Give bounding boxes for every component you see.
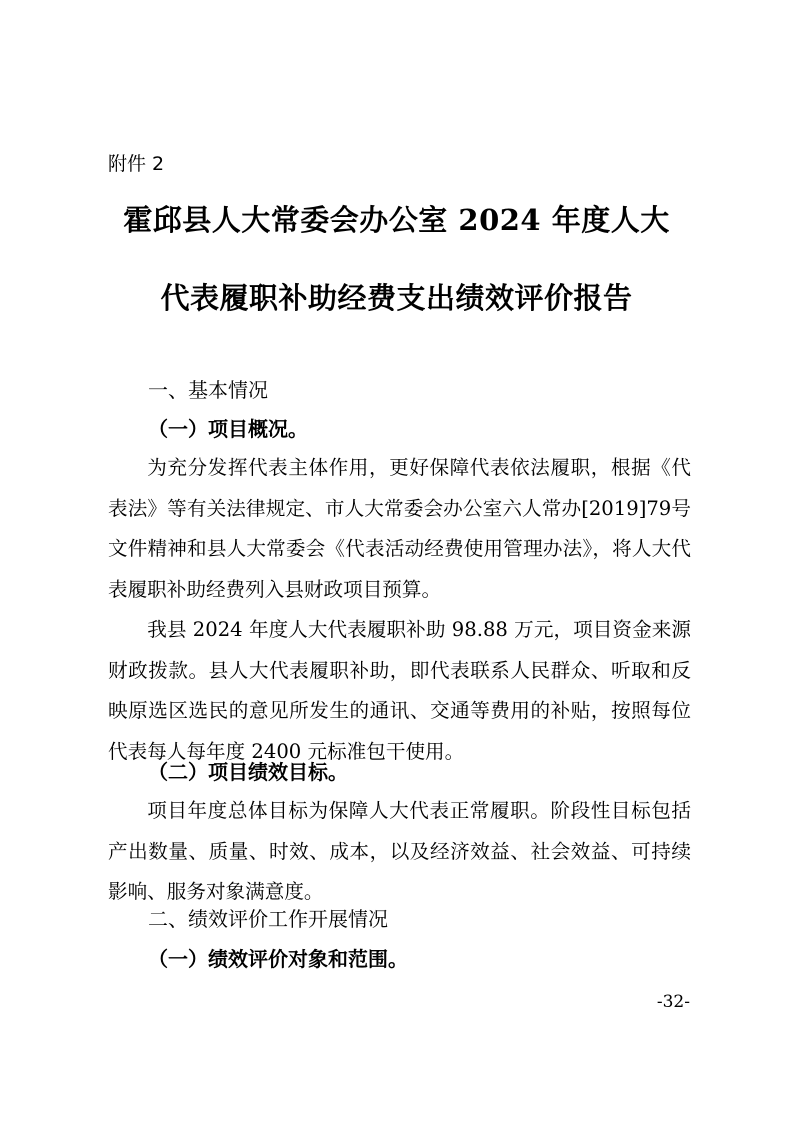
subheading-project-overview: （一）项目概况。 [148, 417, 308, 441]
section-heading-basic-info: 一、基本情况 [148, 378, 268, 402]
attachment-label: 附件 2 [108, 153, 165, 175]
paragraph-project-overview-1: 为充分发挥代表主体作用，更好保障代表依法履职，根据《代表法》等有关法律规定、市人大常委会办公室六人常办[2019]79号文件精神和县人大常委会《代表活动经费使用管理办法》，将人大代表履职补助经费列入县财政项目预算。 [108, 456, 691, 601]
document-title-line-1: 霍邱县人大常委会办公室 2024 年度人大 [123, 203, 670, 237]
subheading-performance-goals: （二）项目绩效目标。 [148, 760, 348, 784]
section-heading-evaluation-work: 二、绩效评价工作开展情况 [148, 907, 388, 931]
paragraph-performance-goals: 项目年度总体目标为保障人大代表正常履职。阶段性目标包括产出数量、质量、时效、成本，以及经济效益、社会效益、可持续影响、服务对象满意度。 [108, 799, 691, 903]
subheading-evaluation-scope: （一）绩效评价对象和范围。 [148, 947, 408, 971]
paragraph-project-overview-2: 我县 2024 年度人大代表履职补助 98.88 万元，项目资金来源财政拨款。县人大代表履职补助，即代表联系人民群众、听取和反映原选区选民的意见所发生的通讯、交通等费用的补贴，按照每位代表每人每年度 2400 元标准包干使用。 [108, 618, 691, 763]
page-number: -32- [656, 992, 690, 1012]
document-title-line-2: 代表履职补助经费支出绩效评价报告 [160, 281, 633, 315]
